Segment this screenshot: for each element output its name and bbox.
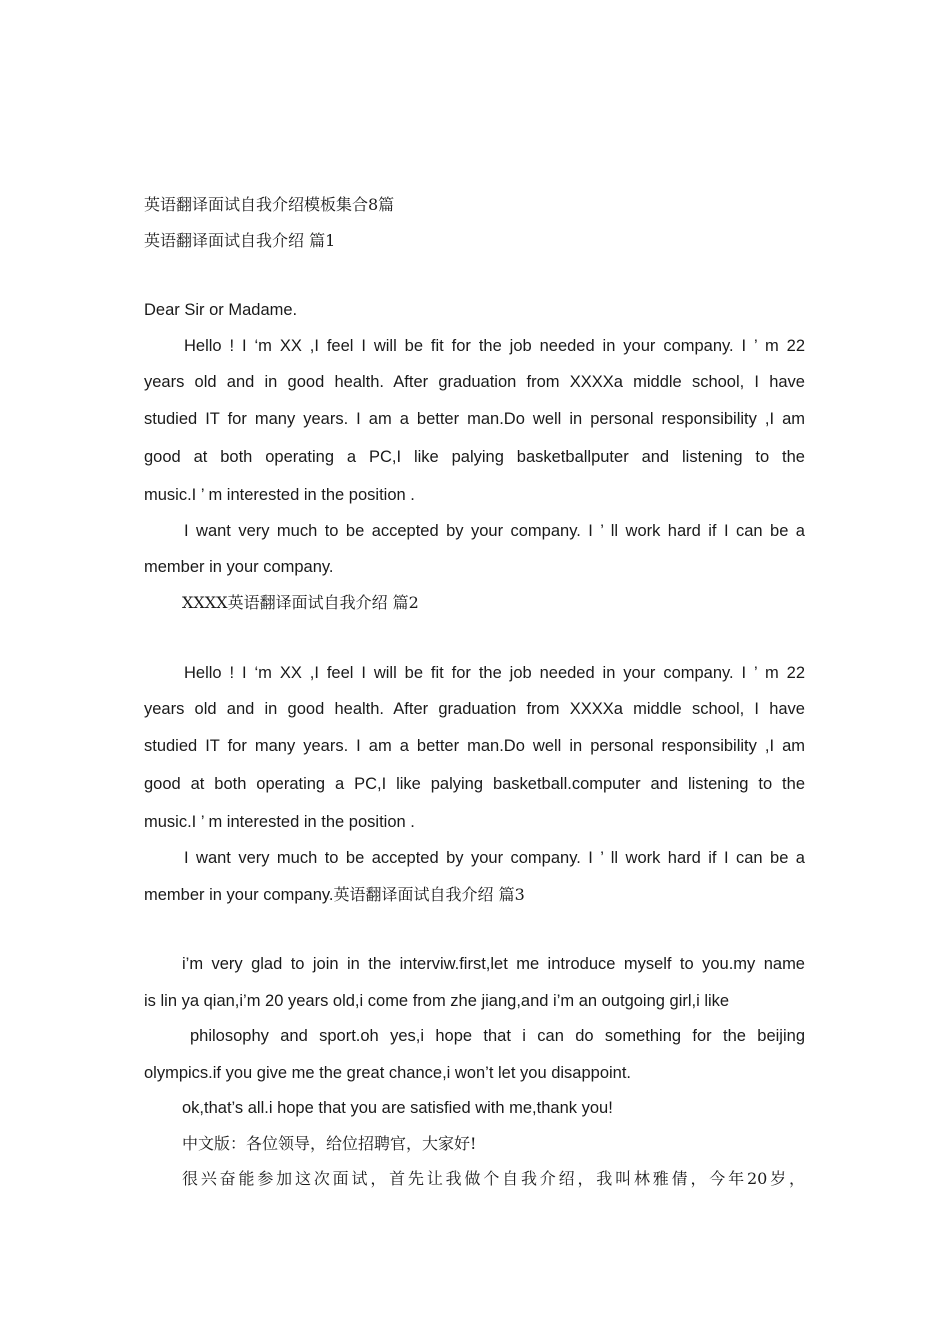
section-2-line-7-with-section-3-heading bbox=[144, 885, 805, 905]
section-1-line-3: studied IT for many years. I am a better man.Do well in personal responsibility ,I am bbox=[144, 410, 805, 428]
section-1-line-5: music.I ’ m interested in the position . bbox=[144, 486, 415, 504]
section-1-line-7: member in your company. bbox=[144, 558, 334, 576]
section-1-line-2: years old and in good health. After graduation from XXXXa middle school, I have bbox=[144, 373, 805, 391]
section-1-line-4: good at both operating a PC,I like palying basketballputer and listening to the bbox=[144, 448, 805, 466]
section-3-line-3: philosophy and sport.oh yes,i hope that i can do something for the beijing bbox=[190, 1027, 805, 1045]
section-3-line-5: ok,that’s all.i hope that you are satisfied with me,thank you! bbox=[182, 1099, 613, 1117]
section-2-line-1: Hello ! I ‘m XX ,I feel I will be fit for the job needed in your company. I ’ m 22 bbox=[184, 664, 805, 682]
section-2-line-2: years old and in good health. After graduation from XXXXa middle school, I have bbox=[144, 700, 805, 718]
section-3-line-4: olympics.if you give me the great chance,i won’t let you disappoint. bbox=[144, 1064, 632, 1082]
section-2-line-4: good at both operating a PC,I like palying basketball.computer and listening to the bbox=[144, 775, 805, 793]
section-3-line-1: i’m very glad to join in the interviw.first,let me introduce myself to you.my name bbox=[182, 955, 805, 973]
section-2-line-7: member in your company. bbox=[144, 886, 334, 904]
section-1-line-1: Hello ! I ‘m XX ,I feel I will be fit for the job needed in your company. I ’ m 22 bbox=[184, 337, 805, 355]
section-1-line-6: I want very much to be accepted by your company. I ’ ll work hard if I can be a bbox=[184, 522, 805, 540]
section-1-greeting: Dear Sir or Madame. bbox=[144, 301, 298, 319]
section-2-heading bbox=[182, 593, 805, 613]
section-3-line-2: is lin ya qian,i’m 20 years old,i come from zhe jiang,and i’m an outgoing girl,i like bbox=[144, 992, 730, 1010]
section-3-line-6: 中文版：各位领导，给位招聘官，大家好! bbox=[182, 1134, 477, 1153]
section-2-line-3: studied IT for many years. I am a better man.Do well in personal responsibility ,I am bbox=[144, 737, 805, 755]
section-3-line-7: 很兴奋能参加这次面试，首先让我做个自我介绍，我叫林雅倩，今年20岁， bbox=[182, 1169, 805, 1188]
section-2-line-5: music.I ’ m interested in the position . bbox=[144, 813, 415, 831]
section-1-heading: 英语翻译面试自我介绍 篇1 bbox=[144, 231, 336, 250]
document-title: 英语翻译面试自我介绍模板集合8篇 bbox=[144, 195, 395, 214]
section-3-heading: 英语翻译面试自我介绍 篇3 bbox=[333, 885, 525, 904]
section-2-heading-text: XXXX英语翻译面试自我介绍 篇2 bbox=[182, 593, 419, 612]
section-2-line-6: I want very much to be accepted by your company. I ’ ll work hard if I can be a bbox=[184, 849, 805, 867]
